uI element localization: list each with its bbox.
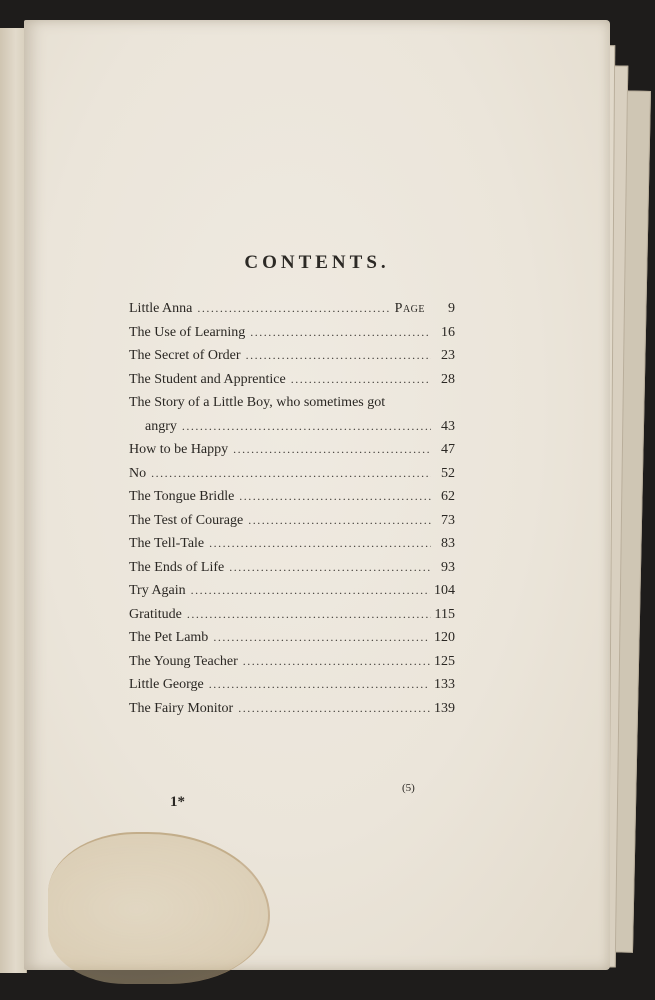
toc-entry-title: The Ends of Life <box>129 559 225 575</box>
page-number: (5) <box>402 782 415 794</box>
toc-entry-page: 93 <box>441 559 455 575</box>
leader-dots <box>191 579 430 603</box>
toc-entry-page: 120 <box>434 630 455 645</box>
leader-dots <box>239 485 431 509</box>
leader-dots <box>250 321 431 345</box>
water-stain <box>48 832 270 984</box>
toc-entry-title: The Fairy Monitor <box>129 700 234 716</box>
toc-entry-continuation <box>129 415 455 439</box>
leader-dots <box>243 650 430 674</box>
leader-dots <box>151 462 431 486</box>
leader-dots <box>246 344 431 368</box>
facing-page-edge <box>0 28 27 973</box>
toc-entry <box>129 532 455 556</box>
toc-entry <box>129 603 455 627</box>
toc-entry-page: 43 <box>441 418 455 434</box>
toc-entry-title: The Young Teacher <box>129 653 238 669</box>
toc-entry-title: The Tongue Bridle <box>129 489 235 504</box>
leader-dots <box>187 603 431 627</box>
leader-dots <box>248 509 431 533</box>
toc-entry-page: 133 <box>434 677 455 692</box>
leader-dots <box>182 415 431 439</box>
toc-entry-page: 28 <box>441 371 455 387</box>
leader-dots <box>209 532 431 556</box>
leader-dots <box>233 438 431 462</box>
toc-entry-title: Try Again <box>129 583 186 598</box>
toc-entry <box>129 650 455 674</box>
toc-entry <box>129 321 455 345</box>
toc-entry <box>129 391 455 415</box>
leader-dots <box>209 673 430 697</box>
toc-entry <box>129 344 455 368</box>
toc-entry-title: Gratitude <box>129 606 182 622</box>
leader-dots <box>229 556 431 580</box>
toc-entry-title: Little Anna <box>129 301 193 316</box>
page-prefix: Page <box>394 301 425 316</box>
contents-page <box>24 20 610 970</box>
toc-entry-title: The Test of Courage <box>129 512 244 528</box>
toc-entry-page: 16 <box>441 324 455 340</box>
toc-entry-page: 139 <box>434 700 455 716</box>
toc-entry-page: 104 <box>434 583 455 598</box>
leader-dots <box>291 368 431 392</box>
toc-entry <box>129 626 455 650</box>
toc-entry-title: The Student and Apprentice <box>129 371 286 387</box>
toc-entry <box>129 579 455 603</box>
leader-dots <box>238 697 430 721</box>
toc-entry-title-continued: angry <box>145 418 177 434</box>
toc-entry-page: 23 <box>441 348 455 363</box>
toc-entry <box>129 509 455 533</box>
toc-entry-title: How to be Happy <box>129 442 229 457</box>
toc-entry-page: 52 <box>441 465 455 481</box>
leader-dots <box>213 626 430 650</box>
toc-entry <box>129 485 455 509</box>
table-of-contents <box>129 297 455 720</box>
toc-entry-page: 47 <box>441 442 455 457</box>
toc-entry-title: The Tell-Tale <box>129 536 205 551</box>
toc-entry-page: 83 <box>441 536 455 551</box>
toc-entry-page: 125 <box>434 653 455 669</box>
toc-entry-page: 115 <box>434 606 455 622</box>
page-title: CONTENTS. <box>244 252 390 273</box>
toc-entry-title: The Use of Learning <box>129 324 246 340</box>
toc-entry-page: 9 <box>448 301 455 316</box>
toc-entry-title: Little George <box>129 677 204 692</box>
toc-entry-title: The Pet Lamb <box>129 630 209 645</box>
toc-entry <box>129 673 455 697</box>
toc-entry-title: The Secret of Order <box>129 348 241 363</box>
toc-entry-page: 73 <box>441 512 455 528</box>
toc-entry-title: The Story of a Little Boy, who sometimes got <box>129 395 386 410</box>
toc-entry <box>129 556 455 580</box>
toc-entry <box>129 297 455 321</box>
leader-dots <box>197 297 390 321</box>
toc-entry-title: No <box>129 465 147 481</box>
toc-entry <box>129 438 455 462</box>
toc-entry <box>129 697 455 721</box>
signature-mark: 1* <box>170 794 185 810</box>
toc-entry <box>129 462 455 486</box>
toc-entry <box>129 368 455 392</box>
toc-entry-page: 62 <box>441 489 455 504</box>
